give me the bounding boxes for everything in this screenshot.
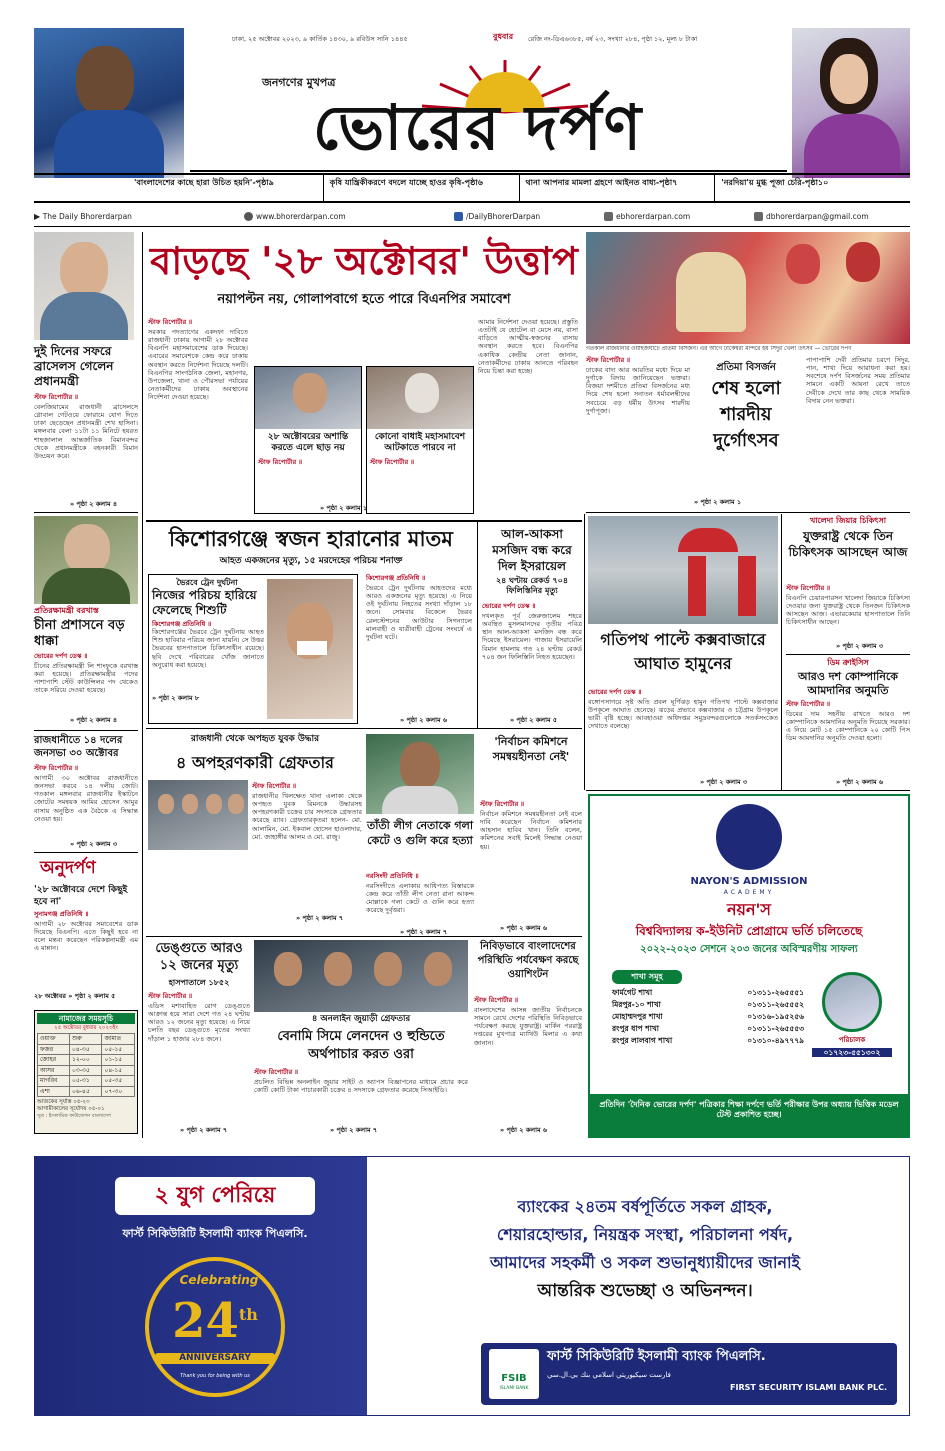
ec-body: নির্বাচন কমিশনে সমন্বয়হীনতা নেই বলে দাবি করেছেন নির্বাচন কমিশনার আহসান হাবিব খান। তিনি বলেন, কমিশনের সবাই মিলেই সিদ্ধান্ত নেওয়া হয়। (480, 810, 582, 851)
actress-photo (792, 28, 910, 178)
gambling-kicker: ৪ অনলাইন জুয়াড়ী গ্রেফতার (311, 1014, 411, 1024)
mid-rule-2 (146, 936, 582, 937)
china-minister-photo (34, 516, 138, 604)
khaleda-byline: স্টাফ রিপোর্টার ॥ (786, 584, 831, 592)
pm-headline[interactable]: দুই দিনের সফরে ব্রাসেলস গেলেন প্রধানমন্ত্রী (34, 344, 114, 388)
teaser-4[interactable]: 'নরদিয়া'য় মুগ্ধ পূজা চেরি-পৃষ্ঠা১০ (721, 178, 829, 187)
nayon-admission-ad[interactable] (588, 794, 910, 1138)
gambling-body: প্রচলিত বিভিন্ন অনলাইন জুয়ার সাইট ও অ্যাপস বিজ্ঞাপনের মাধ্যমে প্রচার করে কোটি কোটি টাকা পাচারকারী চক্রের ৪ সদস্যকে গ্রেফতার করেছে সিআইডি। (254, 1078, 468, 1095)
child-photo (267, 579, 353, 719)
gambling-byline: স্টাফ রিপোর্টার ॥ (254, 1068, 299, 1076)
hamoon-continue[interactable]: » পৃষ্ঠা ২ কলাম ৩ (700, 778, 748, 786)
nayon-footer: প্রতিদিন 'দৈনিক ভোরের দর্পণ' পত্রিকার শিক্ষা দর্পণে ভর্তি পরীক্ষার উপর অধ্যায় ভিত্তিক মডেল টেস্ট প্রকাশিত হচ্ছে। (590, 1094, 908, 1136)
china-continue[interactable]: » পৃষ্ঠা ২ কলাম ৪ (70, 716, 118, 724)
prayer-times-box (34, 1010, 138, 1134)
alliance-body: আগামী ৩০ অক্টোবর রাজধানীতে জনসভা করবে ১৪ দলীয় জোট। গতকাল মঙ্গলবার রাজধানীর ইস্কাটনে জোটের সমন্বয়ক আমির হোসেন আমুর বাসায় অনুষ্ঠিত এক বৈঠকে এ সিদ্ধান্ত নেওয়া হয়। (34, 774, 138, 823)
registration-info: রেজি নং-ডিএ৬৩৮৫, বর্ষ ২৩, সংখ্যা ২৮৪, পৃষ্ঠা ১২, মূল্য ৮ টাকা (528, 35, 698, 43)
khaleda-headline[interactable]: যুক্তরাষ্ট্র থেকে তিন চিকিৎসক আসছেন আজ (788, 529, 908, 559)
kidnap-photo (148, 780, 248, 850)
thanks-text: Thank you for being with us (180, 1373, 250, 1379)
lead-bottom-rule (146, 520, 582, 522)
puja-caption: গতকাল রাজধানীর ওয়াইজঘাটে প্রতিমা বিসর্জন। এর আগে ঢাকেশ্বরী মন্দিরে হয় সিঁদুর খেলা উৎসব — ভোরের দর্পণ (586, 346, 852, 352)
anudarpan-continue[interactable]: ২৮ অক্টোবর » পৃষ্ঠা ২ কলাম ৫ (34, 992, 116, 1000)
branch-item: মিরপুর-১০ শাখা ০১৩১১-২৬৫৫৫২ (612, 1000, 804, 1009)
kishoreganj-continue[interactable]: » পৃষ্ঠা ২ কলাম ৬ (400, 716, 448, 724)
social-web[interactable]: www.bhorerdarpan.com (244, 212, 454, 222)
ec-byline: স্টাফ রিপোর্টার ॥ (480, 800, 525, 808)
prayer-title: নামাজের সময়সূচি (37, 1013, 135, 1024)
bank-banner: ২ যুগ পেরিয়ে (115, 1177, 315, 1215)
dengue-byline: স্টাফ রিপোর্টার ॥ (148, 992, 193, 1000)
aqsa-body: দখলকৃত পূর্ব জেরুজালেম শহরে অবস্থিত মুসলমানদের তৃতীয় পবিত্র স্থান আল-আকসা মসজিদ বন্ধ করে দিয়েছে ইসরায়েল। গাজায় ইসরায়েলি বিমান হামলায় গত ২৪ ঘণ্টায় রেকর্ড ৭০৪ জন ফিলিস্তিনি নিহত হয়েছেন। (482, 612, 582, 661)
facebook-icon (454, 212, 463, 221)
child-story-box[interactable] (148, 574, 358, 724)
puja-headline[interactable]: শেষ হলো শারদীয় দুর্গোৎসব (711, 378, 781, 451)
anudarpan-byline: সুনামগঞ্জ প্রতিনিধি ॥ (34, 910, 89, 918)
director-phone: ০১৭২৩-৫৫১৩০২ (812, 1048, 892, 1057)
sunrise-time: আগামীকালের সূর্যোদয় ০৫-০১ (37, 1106, 105, 1113)
kidnap-headline[interactable]: ৪ অপহরণকারী গ্রেফতার (176, 753, 334, 772)
pm-byline: স্টাফ রিপোর্টার ॥ (34, 393, 79, 401)
kidnap-top-rule (146, 728, 582, 729)
newspaper-name: ভোরের দর্পণ (312, 91, 644, 164)
tati-continue[interactable]: » পৃষ্ঠা ২ কলাম ৭ (400, 928, 448, 936)
tati-byline: নরসিংদী প্রতিনিধি ॥ (366, 872, 419, 880)
lead-inset-2-title: কোনো বাধাই মহাসমাবেশ আটকাতে পারবে না (374, 432, 466, 454)
gambling-continue[interactable]: » পৃষ্ঠা ২ কলাম ৭ (330, 1126, 378, 1134)
crisis-kicker: ডিম ক্রাইসিস (827, 658, 869, 667)
dateline: ঢাকা, ২৫ অক্টোবর ২০২৩, ৯ কার্তিক ১৪৩০, ৯ রবিউস সানি ১৪৪৫ (232, 35, 408, 43)
pm-body: বেলজিয়ামের রাজধানী ব্রাসেলসে গ্লোবাল গেটওয়ে ফোরামে যোগ দিতে ঢাকা ছেড়েছেন প্রধানমন্ত্রী শেখ হাসিনা। মঙ্গলবার বেলা ১১টা ১১ মিনিটে হযরত শাহজালাল আন্তর্জাতিক বিমানবন্দর থেকে প্রধানমন্ত্রীকে বহনকারী বিমান উড্ডয়ন করে। (34, 403, 138, 460)
pm-continue[interactable]: » পৃষ্ঠা ২ কলাম ৪ (70, 500, 118, 508)
khaleda-continue[interactable]: » পৃষ্ঠা ২ কলাম ৩ (836, 642, 884, 650)
left-divider-3 (34, 852, 138, 853)
kishoreganj-headline[interactable]: কিশোরগঞ্জে স্বজন হারানোর মাতম (169, 526, 453, 551)
play-icon: ▶ (34, 211, 43, 221)
lead-body: সরকার পদত্যাগের একদফা দাবিতে রাজধানী ঢাকায় আগামী ২৮ অক্টোবর বিএনপি মহাসমাবেশের ডাক দিয়েছে। এবারের সমাবেশকে কেন্দ্র করে ঢাকায় অবস্থান করতে নির্দেশনা দিয়েছে দলটি। বিএনপির সাংগঠনিক জেলা, মহানগর, উপজেলা, থানা ও পৌরসভা পর্যায়ের নেতাকর্মীদের ঢাকায় অবস্থানের নির্দেশনা দেওয়া হয়েছে। (148, 328, 248, 401)
branch-item: রংপুর লালবাগ শাখা ০১৩১০-৪৯৭৭৭৯ (612, 1036, 804, 1045)
anniversary-badge (145, 1257, 285, 1397)
puja-continue[interactable]: » পৃষ্ঠা ২ কলাম ১ (694, 498, 742, 506)
china-headline[interactable]: চীনা প্রশাসনে বড় ধাক্কা (34, 618, 125, 649)
masthead-rule (190, 170, 787, 172)
anniversary-number: 24th (172, 1293, 258, 1349)
observation-continue[interactable]: » পৃষ্ঠা ২ কলাম ৬ (500, 1126, 548, 1134)
khaleda-body: বিএনপি চেয়ারপারসন খালেদা জিয়াকে চিকিৎসা দেওয়ার জন্য যুক্তরাষ্ট্র থেকে তিনজন চিকিৎসক আসছেন আজ। এভারকেয়ার হাসপাতালে তিনি চিকিৎসাধীন আছেন। (786, 594, 910, 627)
hamoon-body: বঙ্গোপসাগরে সৃষ্ট অতি প্রবল ঘূর্ণিঝড় হামুন গতিপথ পাল্টে কক্সবাজার উপকূলে আঘাত হেনেছে। ঝড়ের প্রভাবে কক্সবাজার ও চট্টগ্রাম উপকূলে ভারী বৃষ্টি হচ্ছে। আবহাওয়া অধিদপ্তর সমুদ্রবন্দরগুলোকে সতর্কসংকেত দেখাতে বলেছে। (588, 698, 778, 731)
branch-list (612, 988, 804, 1048)
crisis-continue[interactable]: » পৃষ্ঠা ২ কলাম ৬ (836, 778, 884, 786)
alliance-headline[interactable]: রাজধানীতে ১৪ দলের জনসভা ৩০ অক্টোবর (34, 735, 123, 759)
teaser-3[interactable]: থানা আপনার মামলা গ্রহণে আইনত বাধ্য-পৃষ্ঠা৭ (520, 175, 716, 201)
social-name[interactable]: ▶ The Daily Bhorerdarpan (34, 211, 132, 221)
tati-photo (366, 734, 474, 814)
tati-body: নরসিংদীতে এলাকায় আধিপত্য বিস্তারকে কেন্দ্র করে তাঁতী লীগ নেতা রানা আকন্দ মোল্লাকে গলা কেটে ও গুলি করে হত্যা করেছে দুর্বৃত্তরা। (366, 882, 474, 915)
pm-photo (34, 232, 134, 340)
hamoon-rule (781, 514, 782, 790)
left-divider-1 (34, 512, 138, 513)
left-divider-2 (34, 730, 138, 731)
mail-icon (604, 212, 613, 221)
ec-continue[interactable]: » পৃষ্ঠা ২ কলাম ৬ (500, 924, 548, 932)
observation-byline: স্টাফ রিপোর্টার ॥ (474, 996, 519, 1004)
tati-headline[interactable]: তাঁতী লীগ নেতাকে গলা কেটে ও গুলি করে হত্যা (366, 819, 474, 847)
aqsa-byline: ভোরের দর্পণ ডেস্ক ॥ (482, 602, 536, 610)
cyclone-photo (588, 516, 778, 624)
crisis-byline: স্টাফ রিপোর্টার ॥ (786, 700, 831, 708)
director-photo (822, 972, 882, 1032)
prayer-date: ২৫ অক্টোবর বুধবার ২০২৩ইং (54, 1025, 118, 1032)
branch-item: রংপুর ধাপ শাখা ০১৩১১-২৬৫৫৫৩ (612, 1024, 804, 1033)
anudarpan-brand: অনুদর্পণ (40, 858, 96, 878)
masthead-tagline: জনগণের মুখপত্র (262, 76, 336, 89)
globe-icon (244, 212, 253, 221)
bank-name-ar: فارست سيكيوريتي اسلامي بنك بي.ال.سي (547, 1371, 671, 1379)
lead-inset-1[interactable] (254, 366, 362, 514)
gambling-headline[interactable]: বেনামি সিমে লেনদেন ও হুন্ডিতে অর্থপাচার করত ওরা (277, 1029, 445, 1062)
aqsa-subhead: ২৪ ঘণ্টায় রেকর্ড ৭০৪ ফিলিস্তিনির মৃত্যু (495, 576, 569, 595)
aqsa-headline[interactable]: আল-আকসা মসজিদ বন্ধ করে দিল ইসরায়েল (492, 527, 572, 573)
nayon-brand: NAYON'S ADMISSION (690, 876, 808, 887)
anudarpan-body: আগামী ২৮ অক্টোবর সমাবেশের ডাক দিয়েছে বিএনপি। এতে কিছুই হবে না বলে মন্তব্য করেছেন পরিকল্পনামন্ত্রী এম এ মান্নান। (34, 920, 138, 953)
hamoon-headline[interactable]: গতিপথ পাল্টে কক্সবাজারে আঘাত হামুনের (600, 630, 766, 673)
celebrating-text: Celebrating (179, 1273, 259, 1287)
teaser-2[interactable]: কৃষি যান্ত্রিকীকরণে বদলে যাচ্ছে হাওর কৃষি-পৃষ্ঠা৬ (324, 175, 520, 201)
kishoreganj-body: ভৈরবে ট্রেন দুর্ঘটনায় আহতদের মধ্যে আরও একজনের মৃত্যু হয়েছে। এ নিয়ে ওই দুর্ঘটনায় নিহতের সংখ্যা দাঁড়াল ১৮ জনে। সোমবার বিকেলে ভৈরব রেলস্টেশনের আউটার সিগন্যালে মালবাহী ও যাত্রীবাহী ট্রেনের সংঘর্ষে এ দুর্ঘটনা ঘটে। (366, 584, 472, 641)
dengue-continue[interactable]: » পৃষ্ঠা ২ কলাম ৭ (180, 1126, 228, 1134)
china-byline: ভোরের দর্পণ ডেস্ক ॥ (34, 652, 88, 660)
lead-inset-1-byline: স্টাফ রিপোর্টার ॥ (258, 457, 303, 466)
dengue-headline[interactable]: ডেঙ্গুতে আরও ১২ জনের মৃত্যু (155, 941, 243, 973)
khaleda-kicker: খালেদা জিয়ার চিকিৎসা (809, 516, 887, 525)
puja-bottom-rule (586, 512, 910, 513)
khaleda-rule (786, 654, 910, 655)
bank-name-en: FIRST SECURITY ISLAMI BANK PLC. (730, 1383, 887, 1392)
child-byline: কিশোরগঞ্জ প্রতিনিধি ॥ (152, 620, 212, 628)
bank-message: ব্যাংকের ২৪তম বর্ষপূর্তিতে সকল গ্রাহক, শেয়ারহোল্ডার, নিয়ন্ত্রক সংস্থা, পরিচালনা পর্ষদ, আমাদের সহকর্মী ও সকল শুভানুধ্যায়ীদের জানাই আন্তরিক শুভেচ্ছা ও অভিনন্দন। (489, 1197, 800, 1301)
nayon-name: নয়ন'স (727, 900, 771, 919)
kidnap-continue[interactable]: » পৃষ্ঠা ২ কলাম ৭ (296, 914, 344, 922)
alliance-byline: স্টাফ রিপোর্টার ॥ (34, 764, 79, 772)
child-headline: নিজের পরিচয় হারিয়ে ফেলেছে শিশুটি (152, 588, 257, 617)
right-mid-rule (586, 790, 910, 791)
kishoreganj-byline: কিশোরগঞ্জ প্রতিনিধি ॥ (366, 574, 426, 582)
weekday: বুধবার (493, 32, 514, 41)
dengue-subhead: হাসপাতালে ১৮৫২ (168, 978, 230, 987)
left-column-rule (142, 232, 143, 1138)
puja-photo (586, 232, 910, 344)
kishoreganj-rule (477, 522, 478, 728)
child-body: কিশোরগঞ্জের ভৈরবে ট্রেন দুর্ঘটনায় আহত শিশু হাবিবার পরিচয় জানা যায়নি। সে উত্তর ভৈরবের হাসপাতালে চিকিৎসাধীন রয়েছে। ছবি দেখে পরিবারের খোঁজ জানাতে অনুরোধ করা হয়েছে। (152, 628, 264, 669)
branches-title: শাখা সমূহ (612, 970, 682, 984)
puja-body-2: পাপাপাশি দেবী প্রতিমার চরণে সিঁদুর, পান, শাখা দিয়ে আরাধনা করা হয়। সবশেষে দর্পণ বিসর্জনের সময় প্রতিমার সামনে একটি আয়না রেখে তাতে দেবীকে দেখে তার কাছ থেকে সাময়িক বিদায় নেন ভক্তরা। (806, 356, 910, 405)
aqsa-continue[interactable]: » পৃষ্ঠা ২ কলাম ৫ (510, 716, 558, 724)
anudarpan-headline[interactable]: '২৮ অক্টোবরে দেশে কিছুই হবে না' (34, 885, 128, 907)
observation-headline[interactable]: নিবিড়ভাবে বাংলাদেশের পরিস্থিতি পর্যবেক্ষণ করছে ওয়াশিংটন (477, 941, 579, 980)
cricketer-photo (34, 28, 184, 178)
crisis-headline[interactable]: আরও দশ কোম্পানিকে আমদানির অনুমতি (797, 670, 899, 697)
crisis-body: ডিমের দাম সহনীয় রাখতে আরও দশ কোম্পানিকে আমদানির অনুমতি দিয়েছে সরকার। এ নিয়ে মোট ১৫ কোম্পানিকে ২০ কোটি পিস ডিম আমদানির অনুমতি দেওয়া হলো। (786, 710, 910, 743)
minister-photo-2 (367, 367, 473, 429)
bank-banner-sub: ফার্স্ট সিকিউরিটি ইসলামী ব্যাংক পিএলসি. (122, 1227, 308, 1240)
dengue-body: এডিস মশাবাহিত রোগ ডেঙ্গুতে আক্রান্ত হয়ে সারা দেশে গত ২৪ ঘণ্টায় আরও ১২ জনের মৃত্যু হয়েছে। এ নিয়ে চলতি বছর ডেঙ্গুতে মৃতের সংখ্যা দাঁড়াল ১ হাজার ২৮৪ জনে। (148, 1002, 250, 1043)
gambling-photo (254, 940, 468, 1012)
prayer-table: ওয়াক্ত শুরু জামাত ফজর ০৪-৩৫ ০৫-১৫ জোহর ১২-০০ ০১-১৫ আসর ০৩-৩৫ ০৪-১৫ মাগরিব ০৫-৩১ ০৫-৩৫ এশা ০৬-৪৫ ০৭-৩০ (37, 1033, 135, 1097)
social-mail-1[interactable]: ebhorerdarpan.com (604, 212, 754, 222)
lead-headline[interactable]: বাড়ছে '২৮ অক্টোবর' উত্তাপ (150, 238, 578, 283)
alliance-continue[interactable]: » পৃষ্ঠা ২ কলাম ৩ (70, 840, 118, 848)
hamoon-byline: ভোরের দর্পণ ডেস্ক ॥ (588, 688, 642, 696)
director-label: পরিচালক (838, 1036, 866, 1044)
branch-item: মোহাম্মদপুর শাখা ০১৩১৬-১৯৫২৫৬ (612, 1012, 804, 1021)
mail-icon (754, 212, 763, 221)
nayon-headline: বিশ্ববিদ্যালয় ক-ইউনিট প্রোগ্রামে ভর্তি চলিতেছে (635, 924, 863, 938)
kidnap-kicker: রাজধানী থেকে অপহৃত যুবক উদ্ধার (190, 734, 320, 744)
branch-item: ফার্মগেট শাখা ০১৩১১-২৬৫৫৫১ (612, 988, 804, 997)
lead-inset-1-title: ২৮ অক্টোবরের অশান্তি করতে এলে ছাড় নয় (267, 432, 349, 454)
kishoreganj-subhead: আহত একজনের মৃত্যু, ১৫ মরদেহের পরিচয় শনাক্ত (219, 556, 403, 566)
social-bar (34, 207, 910, 227)
ec-headline[interactable]: 'নির্বাচন কমিশনে সমন্বয়হীনতা নেই' (492, 735, 570, 763)
bank-footer-bar (481, 1343, 897, 1405)
lead-inset-2[interactable] (366, 366, 474, 514)
puja-kicker: প্রতিমা বিসর্জন (716, 362, 776, 373)
kidnap-body: রাজধানীর খিলক্ষেত থানা এলাকা থেকে অপহৃত যুবক রিমনকে উদ্ধারসহ অপহরণকারী চক্রের চার সদস্যকে গ্রেফতার করেছে র‍্যাব। গ্রেফতারকৃতরা হলেন- মো. আলামিন, মো. ইকবাল হোসেন হাওলাদার, মো. জাহাঙ্গীর আলম ও মো. রাজু। (252, 792, 362, 841)
minister-photo-1 (255, 367, 361, 429)
fsib-logo-icon: FSIB ISLAMI BANK (489, 1349, 539, 1399)
sunset-time: আজকের সূর্যাস্ত ০৫-২৩ (37, 1099, 90, 1106)
puja-body: ঢাকের বাদ্য আর আরতির মধ্যে দিয়ে মা দুর্গাকে বিদায় জানিয়েছেন ভক্তরা। বিজয়া দশমীতে প্রতিমা বিসর্জনের মধ্য দিয়ে শেষ হলো সনাতন ধর্মাবলম্বীদের সবচেয়ে বড় ধর্মীয় উৎসব শারদীয় দুর্গাপূজা। (586, 366, 690, 415)
lead-body-2: আমার নির্দেশনা দেওয়া হয়েছে। প্রস্তুতি এতটাই যে হোটেল বা মেসে নয়, বাসা বাড়িতে আত্মীয়-স্বজনের বাসায় অবস্থান করতে হবে। বিএনপির একাধিক কেন্দ্রীয় নেতা জানান, নেতাকর্মীদের ঢাকায় আনতে পরিবহন নিয়ে চিন্তা করা হচ্ছে। (478, 318, 578, 375)
aqsa-rule (584, 514, 585, 790)
lead-inset-2-byline: স্টাফ রিপোর্টার ॥ (370, 457, 415, 466)
nayon-logo-icon (716, 804, 782, 870)
observation-body: বাংলাদেশের আসন্ন জাতীয় নির্বাচনকে সামনে রেখে দেশের পরিস্থিতি নিবিড়ভাবে পর্যবেক্ষণ করছে যুক্তরাষ্ট্র। মার্কিন পররাষ্ট্র দপ্তরের মুখপাত্র ম্যাথিউ মিলার এ কথা জানান। (474, 1006, 582, 1047)
lead-continue[interactable]: » পৃষ্ঠা ২ কলাম ১ (320, 504, 368, 512)
china-body: চীনের প্রতিরক্ষামন্ত্রী লি শাংফুকে বরখাস্ত করা হয়েছে। প্রতিরক্ষামন্ত্রীর পদের পাশাপাশি স্টেট কাউন্সিলর পদ থেকেও তাকে সরিয়ে দেওয়া হয়েছে। (34, 662, 138, 695)
prayer-source: সূত্র : ইসলামিক ফাউন্ডেশন বাংলাদেশ (37, 1113, 111, 1119)
anniversary-text: ANNIVERSARY (155, 1353, 275, 1364)
child-continue: » পৃষ্ঠা ২ কলাম ৮ (152, 694, 200, 703)
lead-byline: স্টাফ রিপোর্টার ॥ (148, 318, 193, 326)
teaser-1[interactable]: 'বাংলাদেশের কাছে হারা উচিত হয়নি'-পৃষ্ঠা৯ (34, 175, 324, 201)
bank-name-bn: ফার্স্ট সিকিউরিটি ইসলামী ব্যাংক পিএলসি. (547, 1349, 766, 1364)
fsib-bank-ad[interactable] (34, 1156, 910, 1416)
nayon-sub: ২০২২-২০২৩ সেশনে ২০৩ জনের অবিস্মরণীয় সাফল্য (640, 944, 858, 955)
social-facebook[interactable]: /DailyBhorerDarpan (454, 212, 604, 222)
kidnap-byline: স্টাফ রিপোর্টার ॥ (252, 782, 297, 790)
child-kicker: ভৈরবে ট্রেন দুর্ঘটনা (176, 578, 238, 587)
social-mail-2[interactable]: dbhorerdarpan@gmail.com (754, 212, 910, 222)
lead-subhead: নয়াপল্টন নয়, গোলাপবাগে হতে পারে বিএনপির সমাবেশ (217, 292, 511, 307)
puja-byline: স্টাফ রিপোর্টার ॥ (586, 356, 631, 364)
china-kicker: প্রতিরক্ষামন্ত্রী বরখাস্ত (34, 606, 99, 615)
nayon-brand-sub: ACADEMY (723, 889, 775, 896)
teaser-strip (34, 173, 910, 203)
